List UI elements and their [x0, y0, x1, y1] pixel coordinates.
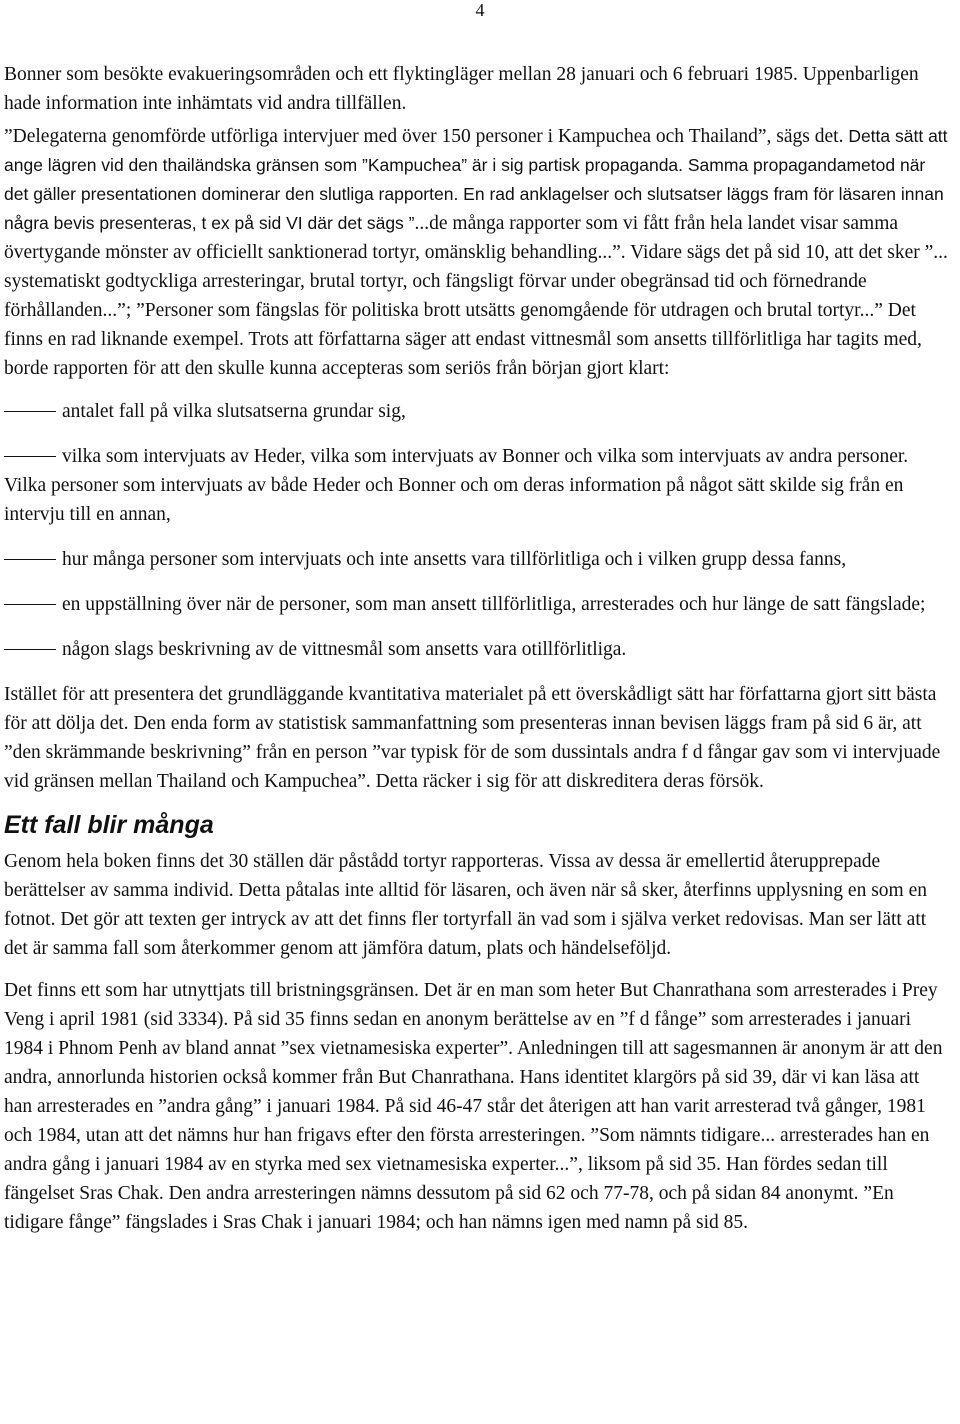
paragraph-text: ...de många rapporter som vi fått från hela landet visar samma övertygande mönster av officiellt sanktionerad tortyr, omänsklig behandling...”. Vidare sägs det på sid 10, att det sker ”... systematiskt godtyckliga arresteringar, brutal tortyr, och fängsligt förvar under obegränsad tid och förnedrande förhållanden...”; ”Personer som fängslas för politiska brott utsätts genomgående för utdragen och brutal tortyr...” Det finns en rad liknande exempel. Trots att författarna säger att endast vittnesmål som ansetts tillförlitliga har tagits med, borde rapporten för att den skulle kunna accepteras som seriös från början gjort klart: — [4, 213, 948, 379]
dash-marker — [4, 649, 56, 651]
paragraph-text-sans: Detta sätt att ange lägren vid den thailändska gränsen som ”Kampuchea” är i sig partisk propaganda. Samma propagandametod när det gäller presentationen dominerar den slutliga rapporten. En rad anklagelser och slutsatser läggs fram för läsaren innan några bevis presenteras, t ex på sid VI där det sägs ” — [4, 126, 948, 233]
paragraph-delegates — [4, 122, 952, 383]
paragraph-text: Bonner som besökte evakueringsområden och ett flyktingläger mellan 28 januari och 6 februari 1985. Uppenbarligen hade information inte inhämtats vid andra tillfällen. — [4, 64, 919, 114]
paragraph-repeated-cases: Genom hela boken finns det 30 ställen där påstådd tortyr rapporteras. Vissa av dessa är emellertid återupprepade berättelser av samma individ. Detta påtalas inte alltid för läsaren, och även när så sker, återfinns upplysning en som en fotnot. Det gör att texten ger intryck av att det finns fler tortyrfall än vad som i själva verket redovisas. Man ser lätt att det är samma fall som återkommer genom att jämföra datum, plats och händelseföljd. — [4, 851, 928, 959]
paragraph-instead: Istället för att presentera det grundläggande kvantitativa materialet på ett överskådligt sätt har författarna gjort sitt bästa för att dölja det. Den enda form av statistisk sammanfattning som presenteras innan bevisen läggs fram på sid 6 är, att ”den skrämmande beskrivning” från en person ”var typisk för de som dussintals andra f d fångar gav som vi intervjuade vid gränsen mellan Thailand och Kampuchea”. Detta räcker i sig för att diskreditera deras försök. — [4, 684, 941, 792]
list-item — [4, 545, 952, 574]
page-body — [4, 60, 952, 1250]
list-item-text: en uppställning över när de personer, som man ansett tillförlitliga, arresterades och hur länge de satt fängslade; — [62, 594, 926, 615]
dash-marker — [4, 456, 56, 458]
dash-marker — [4, 411, 56, 413]
list-item-text: vilka som intervjuats av Heder, vilka som intervjuats av Bonner och vilka som intervjuats av andra personer. Vilka personer som intervjuats av både Heder och Bonner och om deras information på något sätt skilde sig från en intervju till en annan, — [4, 446, 909, 525]
paragraph-text: ”Delegaterna genomförde utförliga intervjuer med över 150 personer i Kampuchea och Thailand”, sägs det. — [4, 126, 844, 147]
page-number: 4 — [475, 0, 485, 20]
section-heading: Ett fall blir många — [4, 811, 214, 839]
list-item — [4, 590, 952, 619]
list-item — [4, 442, 952, 529]
list-item-text: antalet fall på vilka slutsatserna grundar sig, — [62, 401, 406, 422]
list-item — [4, 397, 952, 426]
dash-marker — [4, 604, 56, 606]
paragraph-but-chanrathana: Det finns ett som har utnyttjats till bristningsgränsen. Det är en man som heter But Chanrathana som arresterades i Prey Veng i april 1981 (sid 3334). På sid 35 finns sedan en anonym berättelse av en ”f d fånge” som arresterades i januari 1984 i Phnom Penh av bland annat ”sex vietnamesiska experter”. Anledningen till att sagesmannen är anonym är att den andra, annorlunda historien också kommer från But Chanrathana. Hans identitet klargörs på sid 39, där vi kan läsa att han arresterades en ”andra gång” i januari 1984. På sid 46-47 står det återigen att han varit arresterad två gånger, 1981 och 1984, utan att det nämns hur han frigavs efter den första arresteringen. ”Som nämnts tidigare... arresterades han en andra gång i januari 1984 av en styrka med sex vietnamesiska experter...”, liksom på sid 35. Han fördes sedan till fängelset Sras Chak. Den andra arresteringen nämns dessutom på sid 62 och 77-78, och på sidan 84 anonymt. ”En tidigare fånge” fängslades i Sras Chak i januari 1984; och han nämns igen med namn på sid 85. — [4, 980, 943, 1233]
list-item-text: hur många personer som intervjuats och inte ansetts vara tillförlitliga och i vilken grupp dessa fanns, — [62, 549, 847, 570]
list-item-text: någon slags beskrivning av de vittnesmål som ansetts vara otillförlitliga. — [62, 639, 627, 660]
dash-marker — [4, 559, 56, 561]
list-item — [4, 635, 952, 664]
paragraph-intro — [4, 60, 952, 118]
